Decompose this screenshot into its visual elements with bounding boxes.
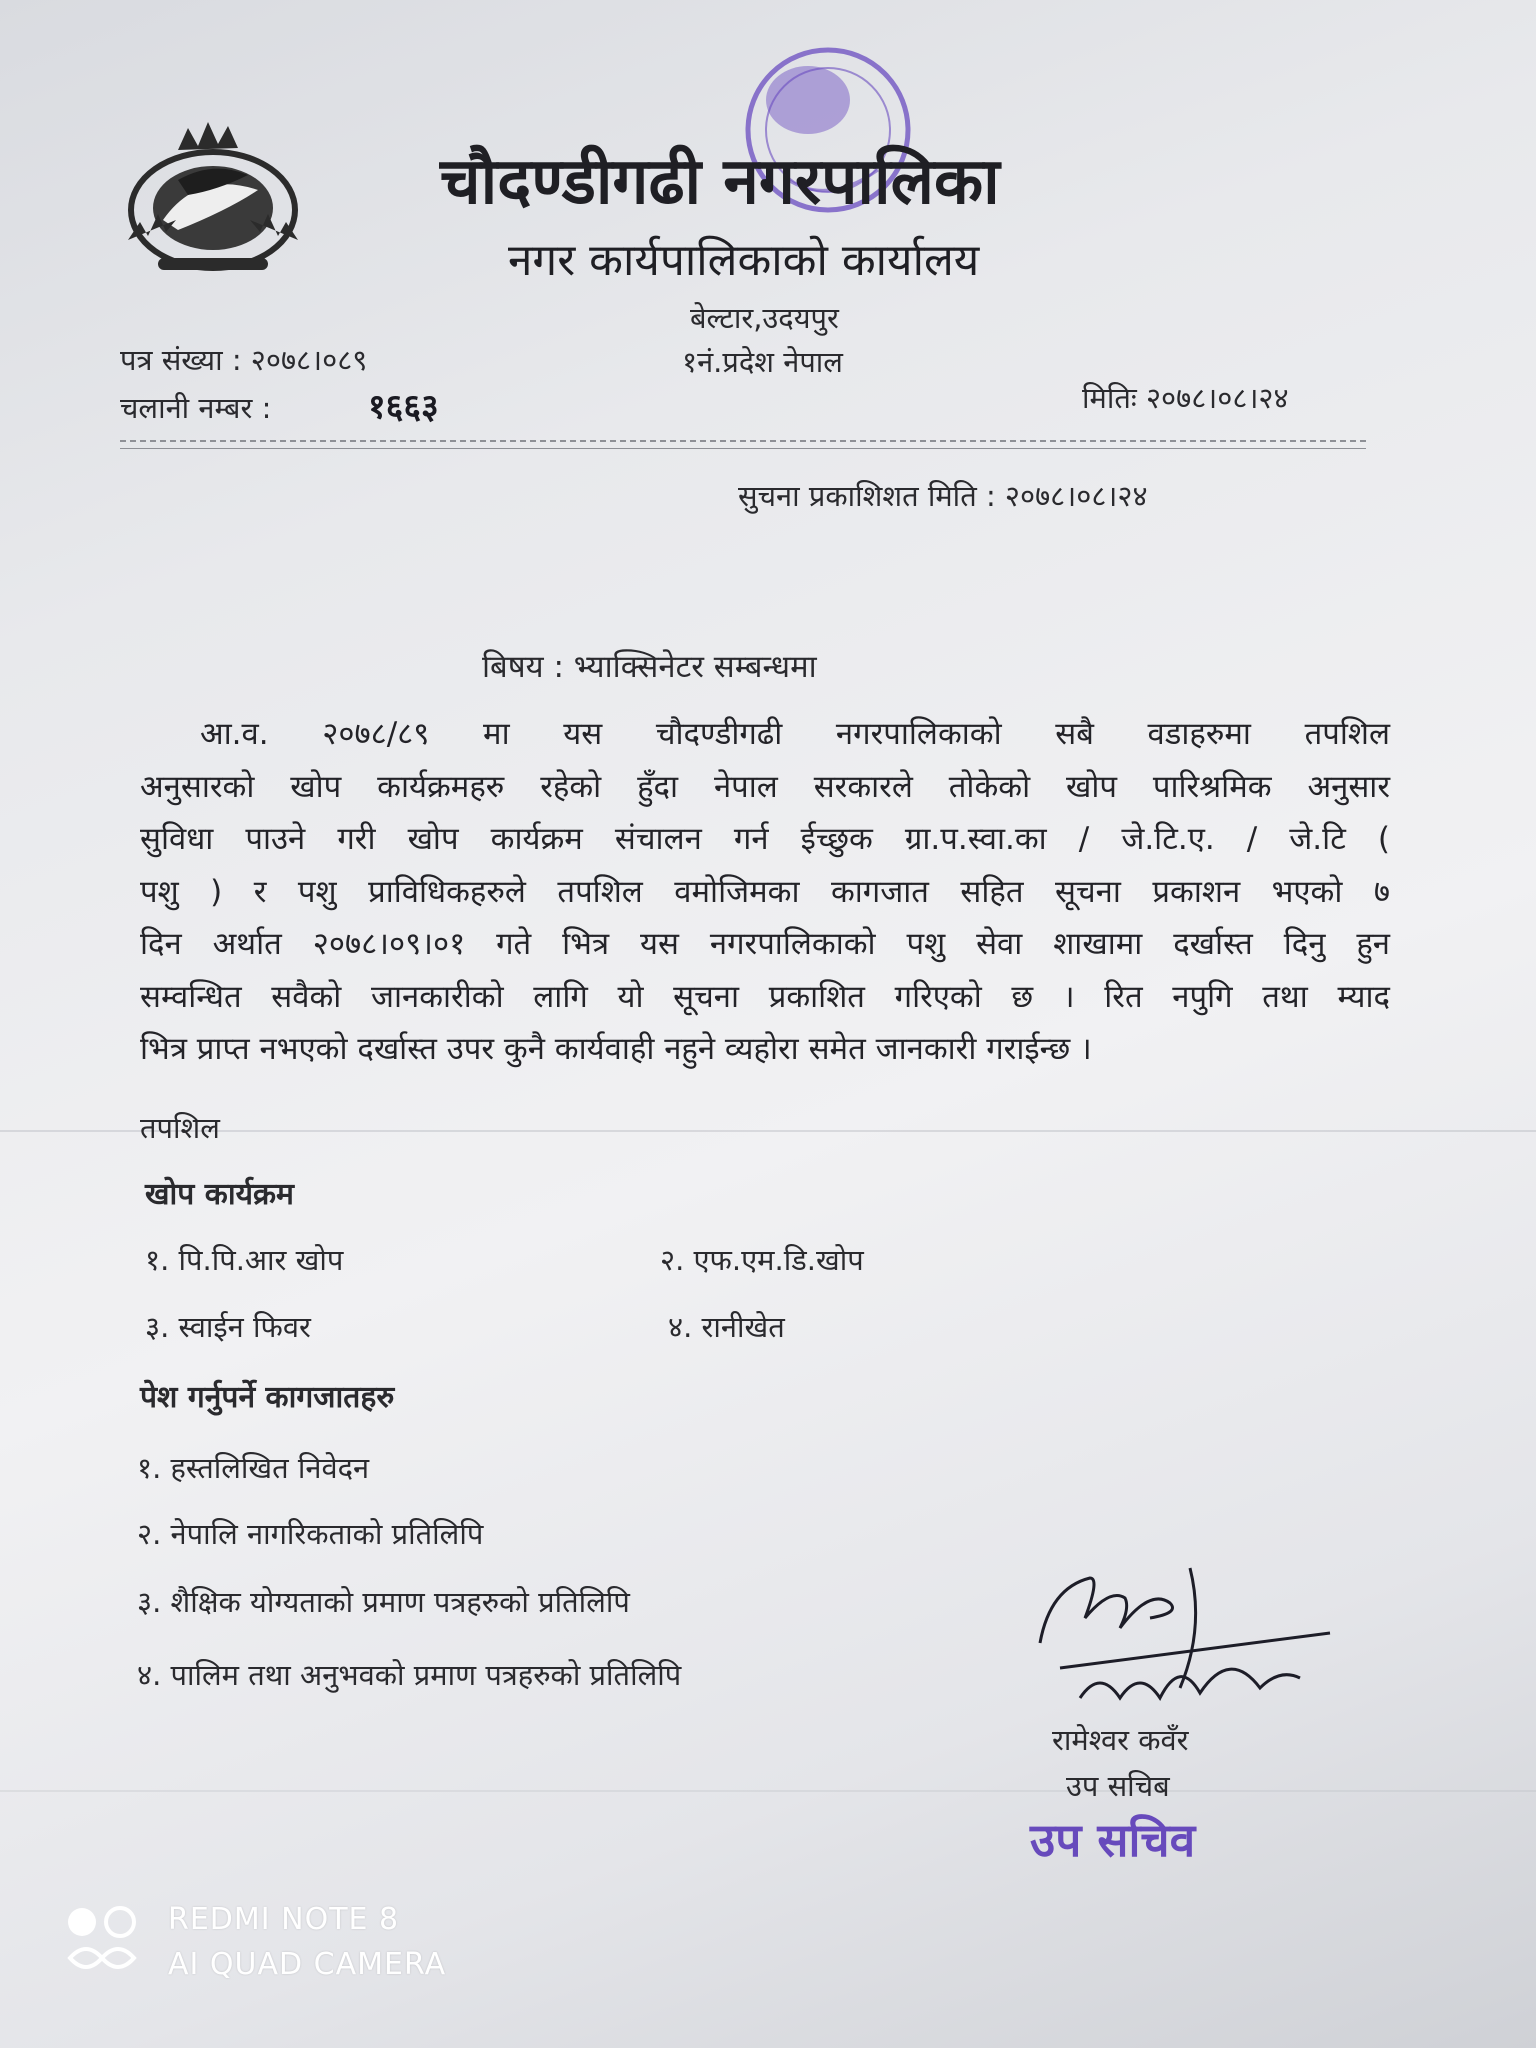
- dispatch-number-value: १६६३: [368, 387, 439, 427]
- dispatch-number-label: चलानी नम्बर :: [120, 391, 272, 425]
- notice-publish-date: सुचना प्रकाशिशत मिति : २०७८।०८।२४: [738, 479, 1148, 513]
- handwritten-signature: [1030, 1548, 1340, 1718]
- paper-fold: [0, 1790, 1536, 1792]
- camera-watermark-line-1: REDMI NOTE 8: [168, 1902, 400, 1937]
- required-document-item: ४. पालिम तथा अनुभवको प्रमाण पत्रहरुको प्रतिलिपि: [137, 1658, 682, 1692]
- body-line: सम्वन्धित सवैको जानकारीको लागि यो सूचना प्रकाशित गरिएको छ । रित नपुगि तथा म्याद: [140, 978, 1390, 1015]
- letter-date: मितिः २०७८।०८।२४: [1082, 381, 1289, 415]
- body-line: दिन अर्थात २०७८।०९।०१ गते भित्र यस नगरपालिकाको पशु सेवा शाखामा दर्खास्त दिनु हुन: [140, 926, 1390, 962]
- body-line: अनुसारको खोप कार्यक्रमहरु रहेको हुँदा नेपाल सरकारले तोकेको खोप पारिश्रमिक अनुसार: [140, 768, 1390, 805]
- body-line: भित्र प्राप्त नभएको दर्खास्त उपर कुनै कार्यवाही नहुने व्यहोरा समेत जानकारी गराईन्छ ।: [140, 1031, 1092, 1067]
- municipality-title: चौदण्डीगढी नगरपालिका: [440, 145, 1000, 219]
- camera-watermark-line-2: AI QUAD CAMERA: [168, 1947, 447, 1982]
- nepal-emblem-icon: [118, 120, 308, 280]
- body-line: आ.व. २०७८/८९ मा यस चौदण्डीगढी नगरपालिकाको सबै वडाहरुमा तपशिल: [200, 716, 1390, 752]
- body-line: पशु ) र पशु प्राविधिकहरुले तपशिल वमोजिमका कागजात सहित सूचना प्रकाशन भएको ७: [140, 873, 1390, 910]
- letter-number: पत्र संख्या : २०७८।०८९: [120, 343, 368, 377]
- body-line: सुविधा पाउने गरी खोप कार्यक्रम संचालन गर्न ईच्छुक ग्रा.प.स्वा.का / जे.टि.ए. / जे.टि (: [140, 821, 1390, 857]
- vaccination-program-item: ३. स्वाईन फिवर: [145, 1310, 311, 1344]
- camera-watermark-icon: [64, 1902, 140, 1978]
- notice-body: [140, 708, 1390, 1076]
- office-subtitle: नगर कार्यपालिकाको कार्यालय: [508, 235, 980, 286]
- designation-stamp: उप सचिव: [1030, 1813, 1196, 1867]
- required-document-item: ३. शैक्षिक योग्यताको प्रमाण पत्रहरुको प्रतिलिपि: [137, 1585, 630, 1619]
- schedule-label: तपशिल: [140, 1111, 220, 1145]
- signatory-name: रामेश्वर कवँर: [1052, 1723, 1189, 1757]
- address-line-1: बेल्टार,उदयपुर: [690, 301, 839, 335]
- header-divider: [120, 440, 1366, 442]
- required-document-item: २. नेपालि नागरिकताको प्रतिलिपि: [137, 1517, 484, 1551]
- required-document-item: १. हस्तलिखित निवेदन: [137, 1451, 370, 1485]
- header-divider: [120, 448, 1366, 449]
- vaccination-program-item: २. एफ.एम.डि.खोप: [660, 1243, 864, 1277]
- paper-fold: [0, 1130, 1536, 1132]
- vaccination-program-item: १. पि.पि.आर खोप: [145, 1243, 344, 1277]
- vaccination-program-item: ४. रानीखेत: [668, 1310, 785, 1344]
- subject-line: बिषय : भ्याक्सिनेटर सम्बन्धमा: [482, 649, 817, 685]
- address-line-2: १नं.प्रदेश नेपाल: [682, 345, 843, 379]
- required-documents-heading: पेश गर्नुपर्ने कागजातहरु: [140, 1380, 395, 1415]
- vaccination-programs-heading: खोप कार्यक्रम: [145, 1177, 294, 1212]
- signatory-post: उप सचिब: [1066, 1769, 1170, 1803]
